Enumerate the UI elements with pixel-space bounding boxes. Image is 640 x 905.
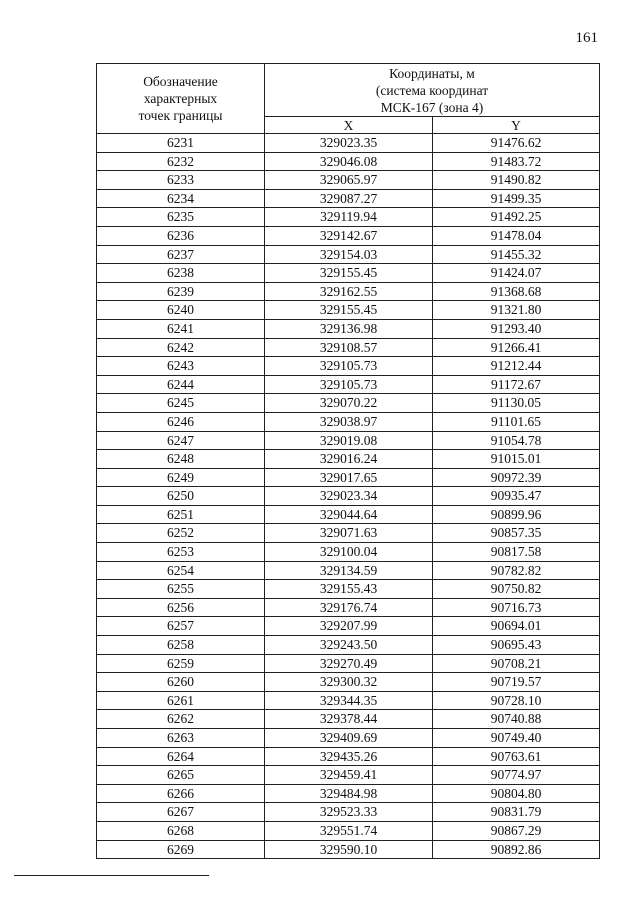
table-row — [97, 301, 600, 320]
x-coordinate-cell: 329108.57 — [265, 338, 433, 357]
x-coordinate-cell: 329270.49 — [265, 654, 433, 673]
header-point-line: характерных — [143, 91, 218, 106]
header-x: X — [265, 117, 433, 134]
point-id-cell: 6256 — [97, 598, 265, 617]
table-row — [97, 673, 600, 692]
table-header — [97, 64, 600, 134]
table-row — [97, 152, 600, 171]
point-id-cell: 6237 — [97, 245, 265, 264]
point-id-cell: 6238 — [97, 264, 265, 283]
point-id-cell: 6251 — [97, 505, 265, 524]
x-coordinate-cell: 329207.99 — [265, 617, 433, 636]
point-id-cell: 6239 — [97, 282, 265, 301]
y-coordinate-cell: 91266.41 — [433, 338, 600, 357]
x-coordinate-cell: 329046.08 — [265, 152, 433, 171]
table-row — [97, 747, 600, 766]
y-coordinate-cell: 90899.96 — [433, 505, 600, 524]
point-id-cell: 6261 — [97, 691, 265, 710]
y-coordinate-cell: 90695.43 — [433, 636, 600, 655]
x-coordinate-cell: 329243.50 — [265, 636, 433, 655]
point-id-cell: 6247 — [97, 431, 265, 450]
x-coordinate-cell: 329459.41 — [265, 766, 433, 785]
point-id-cell: 6246 — [97, 412, 265, 431]
x-coordinate-cell: 329435.26 — [265, 747, 433, 766]
table-row — [97, 264, 600, 283]
table-row — [97, 580, 600, 599]
x-coordinate-cell: 329590.10 — [265, 840, 433, 859]
point-id-cell: 6257 — [97, 617, 265, 636]
y-coordinate-cell: 90740.88 — [433, 710, 600, 729]
table-row — [97, 766, 600, 785]
x-coordinate-cell: 329019.08 — [265, 431, 433, 450]
point-id-cell: 6255 — [97, 580, 265, 599]
x-coordinate-cell: 329016.24 — [265, 450, 433, 469]
header-coordinates — [265, 64, 600, 117]
point-id-cell: 6259 — [97, 654, 265, 673]
table-row — [97, 710, 600, 729]
y-coordinate-cell: 91424.07 — [433, 264, 600, 283]
x-coordinate-cell: 329071.63 — [265, 524, 433, 543]
table-row — [97, 691, 600, 710]
x-coordinate-cell: 329087.27 — [265, 189, 433, 208]
header-y: Y — [433, 117, 600, 134]
point-id-cell: 6232 — [97, 152, 265, 171]
page-number: 161 — [575, 30, 598, 46]
point-id-cell: 6262 — [97, 710, 265, 729]
point-id-cell: 6241 — [97, 319, 265, 338]
table-row — [97, 840, 600, 859]
y-coordinate-cell: 90719.57 — [433, 673, 600, 692]
y-coordinate-cell: 90857.35 — [433, 524, 600, 543]
point-id-cell: 6250 — [97, 487, 265, 506]
table-row — [97, 375, 600, 394]
x-coordinate-cell: 329065.97 — [265, 171, 433, 190]
header-point-line: точек границы — [138, 108, 223, 123]
y-coordinate-cell: 90774.97 — [433, 766, 600, 785]
header-coords-line: МСК-167 (зона 4) — [380, 99, 484, 115]
point-id-cell: 6231 — [97, 134, 265, 153]
x-coordinate-cell: 329100.04 — [265, 543, 433, 562]
point-id-cell: 6265 — [97, 766, 265, 785]
table-row — [97, 803, 600, 822]
table-row — [97, 636, 600, 655]
y-coordinate-cell: 90867.29 — [433, 821, 600, 840]
x-coordinate-cell: 329017.65 — [265, 468, 433, 487]
y-coordinate-cell: 90782.82 — [433, 561, 600, 580]
table-row — [97, 729, 600, 748]
y-coordinate-cell: 90694.01 — [433, 617, 600, 636]
y-coordinate-cell: 90804.80 — [433, 784, 600, 803]
table-row — [97, 134, 600, 153]
table-row — [97, 617, 600, 636]
table-row — [97, 431, 600, 450]
point-id-cell: 6253 — [97, 543, 265, 562]
y-coordinate-cell: 90817.58 — [433, 543, 600, 562]
y-coordinate-cell: 90749.40 — [433, 729, 600, 748]
x-coordinate-cell: 329523.33 — [265, 803, 433, 822]
point-id-cell: 6248 — [97, 450, 265, 469]
table-row — [97, 487, 600, 506]
header-coords-line: Координаты, м — [389, 65, 475, 81]
point-id-cell: 6269 — [97, 840, 265, 859]
table-body — [97, 134, 600, 859]
x-coordinate-cell: 329154.03 — [265, 245, 433, 264]
table-row — [97, 208, 600, 227]
x-coordinate-cell: 329134.59 — [265, 561, 433, 580]
y-coordinate-cell: 91130.05 — [433, 394, 600, 413]
header-coords-line: (система координат — [375, 82, 489, 98]
x-coordinate-cell: 329484.98 — [265, 784, 433, 803]
point-id-cell: 6243 — [97, 357, 265, 376]
x-coordinate-cell: 329136.98 — [265, 319, 433, 338]
coordinates-table — [96, 63, 600, 859]
y-coordinate-cell: 91492.25 — [433, 208, 600, 227]
table-row — [97, 226, 600, 245]
table-row — [97, 821, 600, 840]
x-coordinate-cell: 329155.45 — [265, 301, 433, 320]
y-coordinate-cell: 90892.86 — [433, 840, 600, 859]
table-row — [97, 598, 600, 617]
table-row — [97, 282, 600, 301]
header-point-line: Обозначение — [143, 74, 218, 89]
point-id-cell: 6266 — [97, 784, 265, 803]
y-coordinate-cell: 91293.40 — [433, 319, 600, 338]
y-coordinate-cell: 90972.39 — [433, 468, 600, 487]
point-id-cell: 6233 — [97, 171, 265, 190]
point-id-cell: 6254 — [97, 561, 265, 580]
table-row — [97, 338, 600, 357]
x-coordinate-cell: 329105.73 — [265, 357, 433, 376]
point-id-cell: 6260 — [97, 673, 265, 692]
y-coordinate-cell: 90935.47 — [433, 487, 600, 506]
y-coordinate-cell: 90750.82 — [433, 580, 600, 599]
y-coordinate-cell: 90716.73 — [433, 598, 600, 617]
point-id-cell: 6252 — [97, 524, 265, 543]
point-id-cell: 6268 — [97, 821, 265, 840]
x-coordinate-cell: 329176.74 — [265, 598, 433, 617]
y-coordinate-cell: 91478.04 — [433, 226, 600, 245]
x-coordinate-cell: 329044.64 — [265, 505, 433, 524]
point-id-cell: 6242 — [97, 338, 265, 357]
footnote-rule — [14, 875, 209, 876]
x-coordinate-cell: 329119.94 — [265, 208, 433, 227]
x-coordinate-cell: 329162.55 — [265, 282, 433, 301]
y-coordinate-cell: 91172.67 — [433, 375, 600, 394]
x-coordinate-cell: 329378.44 — [265, 710, 433, 729]
table-row — [97, 357, 600, 376]
table-row — [97, 561, 600, 580]
x-coordinate-cell: 329038.97 — [265, 412, 433, 431]
y-coordinate-cell: 91101.65 — [433, 412, 600, 431]
x-coordinate-cell: 329070.22 — [265, 394, 433, 413]
y-coordinate-cell: 91054.78 — [433, 431, 600, 450]
table-row — [97, 189, 600, 208]
point-id-cell: 6264 — [97, 747, 265, 766]
x-coordinate-cell: 329155.45 — [265, 264, 433, 283]
y-coordinate-cell: 90728.10 — [433, 691, 600, 710]
point-id-cell: 6245 — [97, 394, 265, 413]
x-coordinate-cell: 329409.69 — [265, 729, 433, 748]
table-row — [97, 394, 600, 413]
point-id-cell: 6240 — [97, 301, 265, 320]
table-row — [97, 171, 600, 190]
x-coordinate-cell: 329142.67 — [265, 226, 433, 245]
point-id-cell: 6235 — [97, 208, 265, 227]
x-coordinate-cell: 329105.73 — [265, 375, 433, 394]
point-id-cell: 6258 — [97, 636, 265, 655]
table-row — [97, 319, 600, 338]
table-row — [97, 654, 600, 673]
point-id-cell: 6244 — [97, 375, 265, 394]
point-id-cell: 6234 — [97, 189, 265, 208]
table-row — [97, 468, 600, 487]
x-coordinate-cell: 329300.32 — [265, 673, 433, 692]
point-id-cell: 6236 — [97, 226, 265, 245]
y-coordinate-cell: 91212.44 — [433, 357, 600, 376]
table-row — [97, 450, 600, 469]
x-coordinate-cell: 329023.35 — [265, 134, 433, 153]
table-row — [97, 784, 600, 803]
y-coordinate-cell: 90831.79 — [433, 803, 600, 822]
point-id-cell: 6249 — [97, 468, 265, 487]
x-coordinate-cell: 329155.43 — [265, 580, 433, 599]
header-point-designation — [97, 64, 265, 134]
y-coordinate-cell: 91483.72 — [433, 152, 600, 171]
x-coordinate-cell: 329023.34 — [265, 487, 433, 506]
y-coordinate-cell: 91499.35 — [433, 189, 600, 208]
point-id-cell: 6267 — [97, 803, 265, 822]
x-coordinate-cell: 329551.74 — [265, 821, 433, 840]
y-coordinate-cell: 91476.62 — [433, 134, 600, 153]
y-coordinate-cell: 91490.82 — [433, 171, 600, 190]
y-coordinate-cell: 91455.32 — [433, 245, 600, 264]
table-row — [97, 543, 600, 562]
y-coordinate-cell: 91015.01 — [433, 450, 600, 469]
y-coordinate-cell: 90708.21 — [433, 654, 600, 673]
x-coordinate-cell: 329344.35 — [265, 691, 433, 710]
point-id-cell: 6263 — [97, 729, 265, 748]
y-coordinate-cell: 90763.61 — [433, 747, 600, 766]
table-row — [97, 412, 600, 431]
table-row — [97, 524, 600, 543]
table-row — [97, 245, 600, 264]
y-coordinate-cell: 91321.80 — [433, 301, 600, 320]
table-row — [97, 505, 600, 524]
y-coordinate-cell: 91368.68 — [433, 282, 600, 301]
